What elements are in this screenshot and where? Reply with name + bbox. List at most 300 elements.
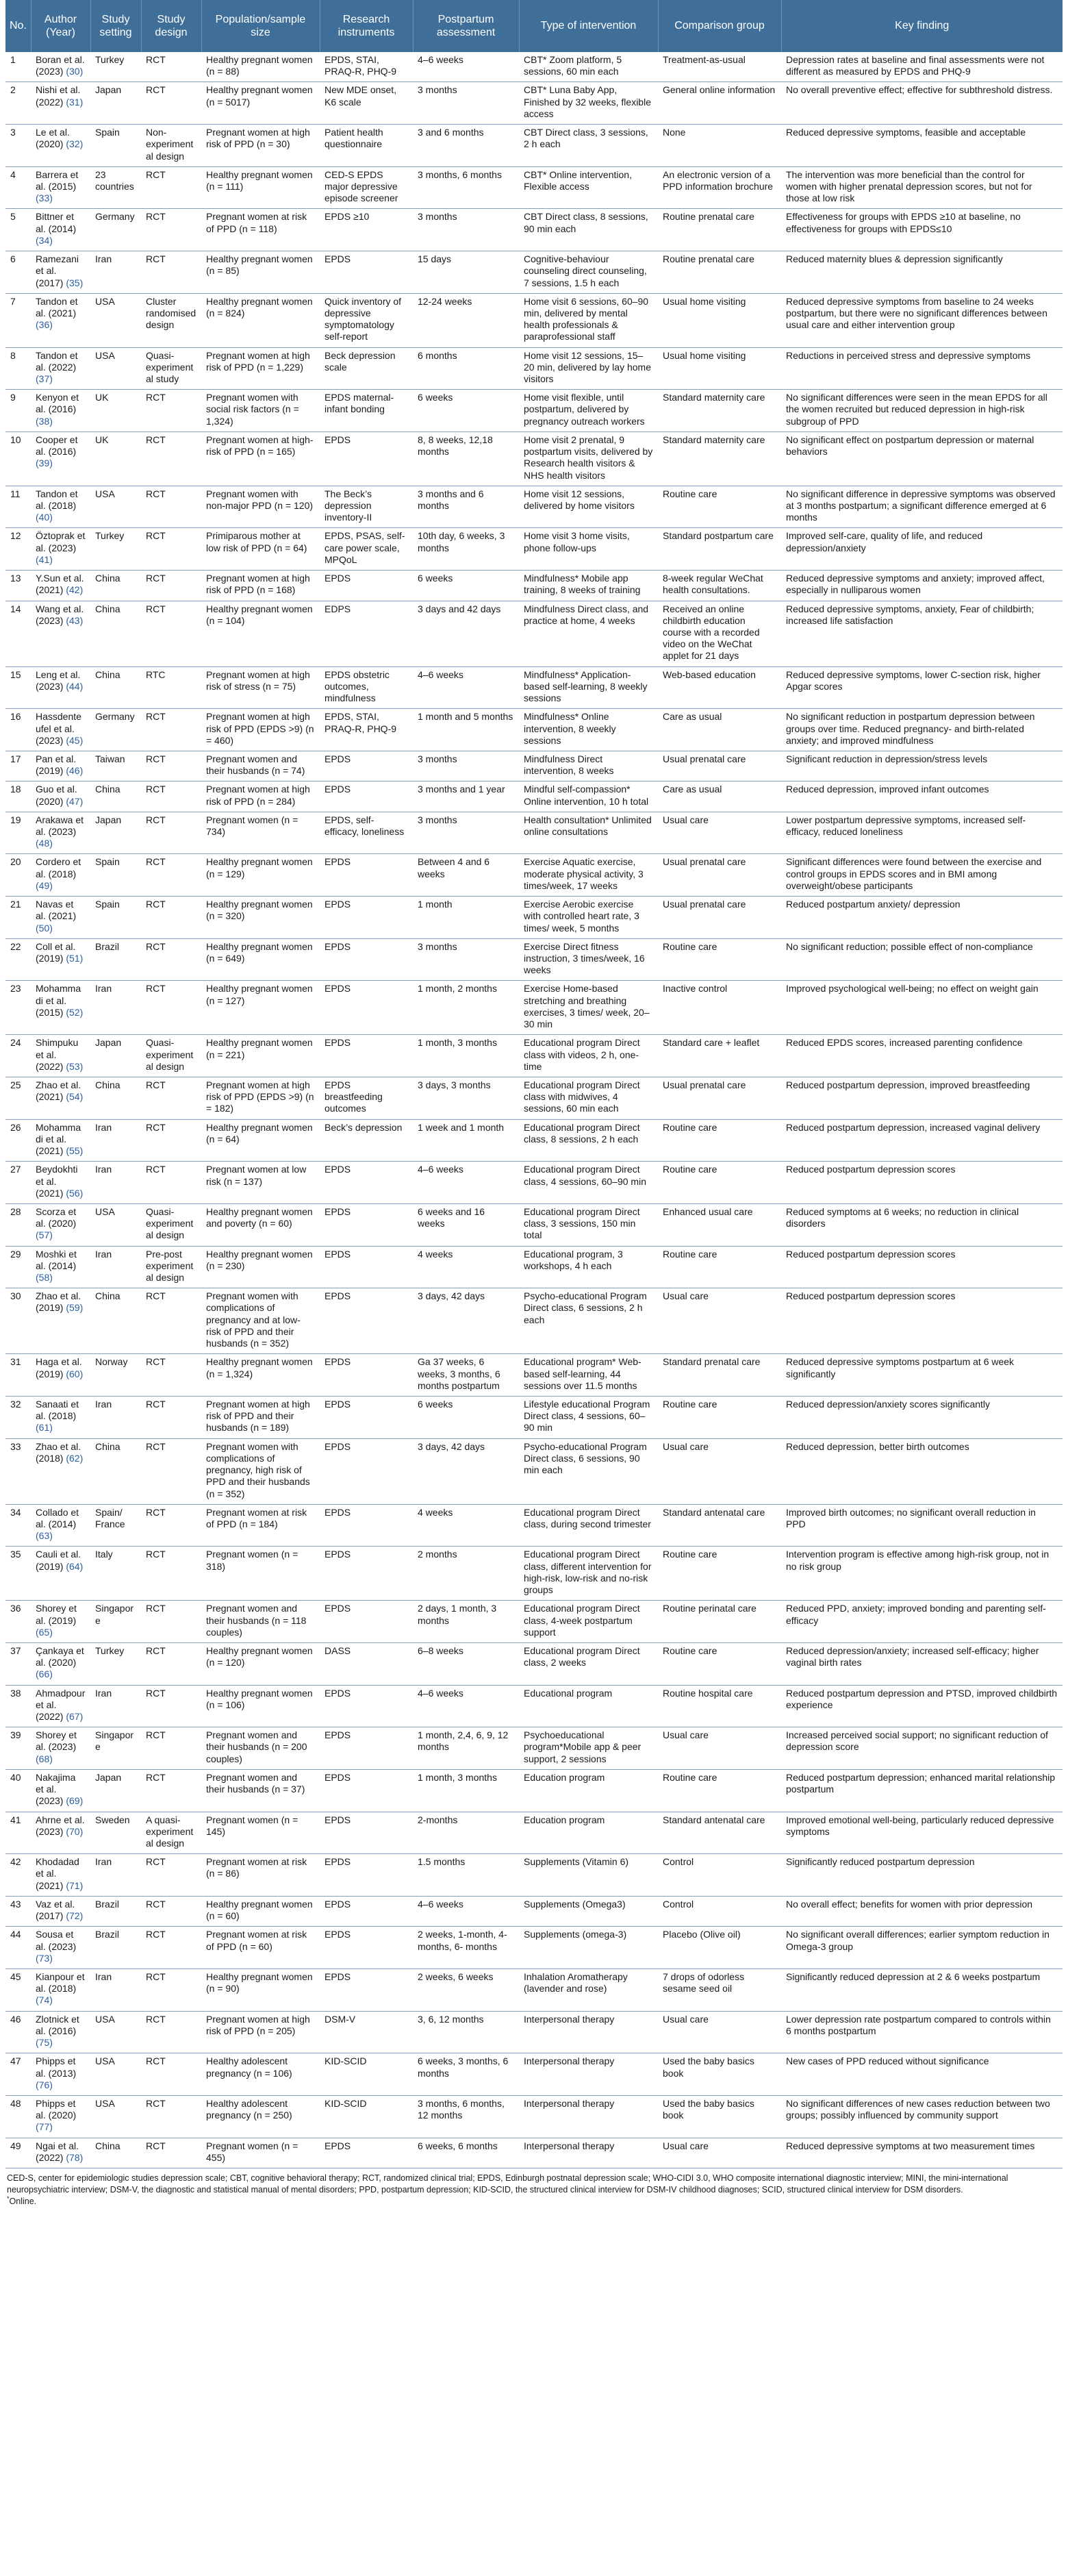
table-row	[5, 486, 1063, 528]
cell-finding: Reduced postpartum depression; enhanced marital relationship postpartum	[781, 1769, 1063, 1812]
cell-author: Phipps et al. (2013) (76)	[31, 2053, 90, 2096]
cell-finding: Reduced postpartum depression, increased vaginal delivery	[781, 1119, 1063, 1162]
cell-assessment: 3 months	[413, 812, 519, 854]
cell-author: Nakajima et al. (2023) (69)	[31, 1769, 90, 1812]
cell-finding: Reduced depression/anxiety scores significantly	[781, 1397, 1063, 1439]
cell-instruments: DSM-V	[320, 2011, 413, 2053]
cell-intervention: CBT* Online intervention, Flexible access	[519, 166, 658, 209]
cell-author: Tandon et al. (2021) (36)	[31, 293, 90, 347]
table-row	[5, 2053, 1063, 2096]
cell-design: RCT	[141, 1119, 201, 1162]
cell-population: Healthy pregnant women (n = 129)	[201, 854, 320, 897]
reference-number[interactable]: (56)	[66, 1187, 84, 1199]
cell-assessment: 4–6 weeks	[418, 54, 463, 65]
cell-intervention: CBT* Zoom platform, 5 sessions, 60 min each	[524, 54, 622, 77]
cell-population: Pregnant women (n = 318)	[201, 1547, 320, 1601]
cell-finding: Depression rates at baseline and final assessments were not different as measured by EPDS and PHQ-9	[786, 54, 1045, 77]
cell-finding: No significant differences of new cases reduction between two groups; possibly influenced by community support	[781, 2095, 1063, 2138]
cell-finding: No overall effect; benefits for women with prior depression	[781, 1896, 1063, 1926]
cell-no: 33	[5, 1438, 31, 1504]
cell-no: 23	[5, 981, 31, 1035]
cell-assessment: 3 days, 42 days	[413, 1288, 519, 1354]
cell-intervention: Inhalation Aromatherapy (lavender and rose)	[519, 1968, 658, 2011]
cell-assessment: 3 months	[413, 938, 519, 981]
cell-author: Kianpour et al. (2018) (74)	[31, 1968, 90, 2011]
cell-design: RCT	[141, 528, 201, 571]
header-instruments: Research instruments	[320, 0, 413, 52]
cell-instruments: EPDS	[320, 1438, 413, 1504]
cell-intervention: Educational program Direct class, 3 sessions, 150 min total	[519, 1203, 658, 1246]
cell-assessment: 6 weeks	[413, 390, 519, 432]
reference-number[interactable]: (63)	[36, 1530, 53, 1542]
cell-intervention: Educational program Direct class, 2 weeks	[519, 1642, 658, 1685]
cell-population: Pregnant women at risk (n = 86)	[201, 1854, 320, 1897]
table-row	[5, 125, 1063, 167]
reference-number[interactable]: (59)	[66, 1302, 84, 1314]
cell-no: 20	[5, 854, 31, 897]
table-row	[5, 1601, 1063, 1643]
cell-author: Boran et al. (2023) (30)	[36, 54, 85, 77]
cell-intervention: Psycho-educational Program Direct class, 6 sessions, 90 min each	[519, 1438, 658, 1504]
table-row	[5, 209, 1063, 251]
cell-assessment: 1 month, 3 months	[413, 1035, 519, 1077]
cell-assessment: 1 month	[413, 897, 519, 939]
reference-number[interactable]: (31)	[66, 96, 84, 108]
cell-population: Healthy pregnant women (n = 221)	[201, 1035, 320, 1077]
reference-number[interactable]: (52)	[66, 1006, 84, 1018]
cell-setting: Iran	[90, 1685, 141, 1727]
cell-instruments: EPDS, STAI, PRAQ-R, PHQ-9	[325, 54, 397, 77]
cell-intervention: Lifestyle educational Program Direct class, 4 sessions, 60–90 min	[519, 1397, 658, 1439]
cell-setting: Iran	[90, 1854, 141, 1897]
cell-finding: No significant difference in depressive symptoms was observed at 3 months postpartum; a significant difference emerged at 6 months	[781, 486, 1063, 528]
cell-setting: China	[90, 1077, 141, 1119]
reference-number[interactable]: (66)	[36, 1668, 53, 1680]
cell-comparison: Standard maternity care	[658, 390, 781, 432]
reference-number[interactable]: (41)	[36, 553, 53, 565]
header-population: Population/sample size	[201, 0, 320, 52]
cell-design: RCT	[141, 2053, 201, 2096]
cell-design: RCT	[141, 1968, 201, 2011]
cell-author: Kenyon et al. (2016) (38)	[31, 390, 90, 432]
cell-population: Pregnant women at low risk (n = 137)	[201, 1162, 320, 1204]
cell-design: RCT	[141, 751, 201, 781]
cell-assessment: 6 months	[413, 347, 519, 390]
cell-population: Healthy pregnant women (n = 60)	[201, 1896, 320, 1926]
cell-design: RCT	[141, 2138, 201, 2168]
cell-design: Quasi-experimental design	[141, 1035, 201, 1077]
cell-no: 1	[10, 54, 16, 65]
table-row	[5, 812, 1063, 854]
cell-comparison: Standard care + leaflet	[658, 1035, 781, 1077]
reference-number[interactable]: (37)	[36, 373, 53, 385]
cell-design: RCT	[141, 1854, 201, 1897]
cell-author: Guo et al. (2020) (47)	[31, 781, 90, 812]
cell-population: Healthy pregnant women (n = 85)	[201, 251, 320, 294]
cell-author: Scorza et al. (2020) (57)	[31, 1203, 90, 1246]
cell-design: RCT	[141, 812, 201, 854]
cell-no: 34	[5, 1504, 31, 1547]
cell-no: 2	[5, 82, 31, 125]
header-comparison: Comparison group	[658, 0, 781, 52]
cell-author: Cauli et al. (2019) (64)	[31, 1547, 90, 1601]
cell-assessment: 1 month, 3 months	[413, 1769, 519, 1812]
reference-number[interactable]: (58)	[36, 1272, 53, 1284]
cell-instruments: EPDS	[320, 1035, 413, 1077]
reference-number[interactable]: (46)	[66, 765, 84, 777]
table-row	[5, 2095, 1063, 2138]
reference-number[interactable]: (34)	[36, 234, 53, 246]
cell-setting: USA	[90, 2053, 141, 2096]
reference-number[interactable]: (74)	[36, 1994, 53, 2006]
cell-assessment: 2-months	[413, 1812, 519, 1854]
cell-comparison: Used the baby basics book	[658, 2053, 781, 2096]
cell-setting: Turkey	[95, 54, 125, 65]
cell-intervention: Supplements (omega-3)	[519, 1927, 658, 1969]
table-row	[5, 1547, 1063, 1601]
cell-no: 41	[5, 1812, 31, 1854]
cell-population: Pregnant women and their husbands (n = 118 couples)	[201, 1601, 320, 1643]
table-row	[5, 1642, 1063, 1685]
cell-population: Pregnant women at high risk of stress (n = 75)	[201, 666, 320, 709]
cell-intervention: Educational program Direct class, 8 sessions, 2 h each	[519, 1119, 658, 1162]
cell-author: Ahmadpour et al. (2022) (67)	[31, 1685, 90, 1727]
reference-number[interactable]: (67)	[66, 1711, 84, 1723]
cell-assessment: 3 months	[413, 82, 519, 125]
cell-author: Sanaati et al. (2018) (61)	[31, 1397, 90, 1439]
cell-design: RCT	[141, 1547, 201, 1601]
reference-number[interactable]: (35)	[66, 277, 84, 288]
reference-number[interactable]: (40)	[36, 512, 53, 523]
cell-author: Collado et al. (2014) (63)	[31, 1504, 90, 1547]
cell-assessment: 3 months, 6 months	[413, 166, 519, 209]
cell-population: Healthy pregnant women (n = 88)	[206, 54, 313, 77]
table-footnotes	[5, 2168, 1063, 2208]
reference-number[interactable]: (60)	[66, 1368, 84, 1379]
reference-number[interactable]: (51)	[66, 953, 84, 964]
cell-finding: Reduced depressive symptoms at two measurement times	[781, 2138, 1063, 2168]
cell-assessment: 1 week and 1 month	[413, 1119, 519, 1162]
cell-setting: USA	[90, 2011, 141, 2053]
cell-population: Pregnant women (n = 145)	[201, 1812, 320, 1854]
header-author: Author (Year)	[31, 0, 90, 52]
cell-finding: The intervention was more beneficial than the control for women with higher prenatal depression scores, but not for those at low risk	[781, 166, 1063, 209]
cell-author: Beydokhti et al. (2021) (56)	[31, 1162, 90, 1204]
reference-number[interactable]: (64)	[66, 1560, 84, 1572]
cell-finding: Increased perceived social support; no significant reduction of depression score	[781, 1727, 1063, 1770]
cell-finding: Reduced depressive symptoms postpartum at 6 week significantly	[781, 1354, 1063, 1397]
cell-population: Pregnant women at risk of PPD (n = 60)	[201, 1927, 320, 1969]
table-row	[5, 1896, 1063, 1926]
header-no: No.	[5, 0, 31, 52]
cell-instruments: KID-SCID	[320, 2053, 413, 2096]
table-row	[5, 1685, 1063, 1727]
reference-number[interactable]: (39)	[36, 458, 53, 469]
cell-intervention: Interpersonal therapy	[519, 2053, 658, 2096]
cell-instruments: EPDS	[320, 751, 413, 781]
cell-assessment: 3 days, 3 months	[413, 1077, 519, 1119]
cell-intervention: Interpersonal therapy	[519, 2138, 658, 2168]
reference-number[interactable]: (43)	[66, 614, 84, 626]
reference-number[interactable]: (48)	[36, 838, 53, 849]
cell-setting: Japan	[90, 1769, 141, 1812]
cell-no: 15	[5, 666, 31, 709]
document	[5, 0, 1063, 2208]
reference-number[interactable]: (73)	[36, 1952, 53, 1964]
reference-number[interactable]: (72)	[66, 1910, 84, 1922]
cell-author: Zlotnick et al. (2016) (75)	[31, 2011, 90, 2053]
cell-setting: Spain	[90, 125, 141, 167]
cell-setting: Iran	[90, 1119, 141, 1162]
cell-population: Healthy pregnant women (n = 104)	[201, 601, 320, 666]
header-assessment: Postpartum assessment	[413, 0, 519, 52]
table-row	[5, 1077, 1063, 1119]
cell-population: Pregnant women (n = 734)	[201, 812, 320, 854]
cell-author: Khodadad et al. (2021) (71)	[31, 1854, 90, 1897]
cell-no: 29	[5, 1246, 31, 1288]
cell-population: Pregnant women (n = 455)	[201, 2138, 320, 2168]
cell-design: Cluster randomised design	[141, 293, 201, 347]
cell-design: RCT	[146, 54, 166, 65]
cell-author: Zhao et al. (2021) (54)	[31, 1077, 90, 1119]
reference-number[interactable]: (42)	[66, 584, 84, 596]
reference-number[interactable]: (50)	[36, 922, 53, 934]
cell-finding: Reduced depression, better birth outcomes	[781, 1438, 1063, 1504]
cell-intervention: Home visit 2 prenatal, 9 postpartum visits, delivered by Research health visitors & NHS health visitors	[519, 432, 658, 486]
cell-population: Pregnant women at risk of PPD (n = 118)	[201, 209, 320, 251]
cell-assessment: 4 weeks	[413, 1246, 519, 1288]
cell-setting: Iran	[90, 1162, 141, 1204]
reference-number[interactable]: (77)	[36, 2121, 53, 2133]
cell-assessment: 3 months and 1 year	[413, 781, 519, 812]
cell-finding: Reduced symptoms at 6 weeks; no reduction in clinical disorders	[781, 1203, 1063, 1246]
table-row	[5, 390, 1063, 432]
cell-comparison: Used the baby basics book	[658, 2095, 781, 2138]
cell-comparison: Inactive control	[658, 981, 781, 1035]
cell-intervention: Health consultation* Unlimited online consultations	[519, 812, 658, 854]
cell-intervention: Exercise Aquatic exercise, moderate physical activity, 3 times/week, 17 weeks	[519, 854, 658, 897]
cell-finding: Reduced PPD, anxiety; improved bonding and parenting self-efficacy	[781, 1601, 1063, 1643]
reference-number[interactable]: (44)	[66, 680, 84, 692]
cell-comparison: Received an online childbirth education course with a recorded video on the WeChat applet for 21 days	[658, 601, 781, 666]
cell-author: Mohammadi et al. (2015) (52)	[31, 981, 90, 1035]
cell-author: Barrera et al. (2015) (33)	[31, 166, 90, 209]
cell-intervention: Exercise Home-based stretching and breathing exercises, 3 times/ week, 20–30 min	[519, 981, 658, 1035]
cell-population: Pregnant women with complications of pregnancy, high risk of PPD and their husbands (n = 352)	[201, 1438, 320, 1504]
reference-number[interactable]: (38)	[36, 415, 53, 427]
cell-finding: Reduced EPDS scores, increased parenting confidence	[781, 1035, 1063, 1077]
cell-instruments: EPDS	[320, 1504, 413, 1547]
cell-intervention: Mindfulness* Online intervention, 8 weekly sessions	[519, 709, 658, 751]
cell-design: RCT	[141, 166, 201, 209]
cell-instruments: EPDS	[320, 1162, 413, 1204]
cell-intervention: Interpersonal therapy	[519, 2095, 658, 2138]
table-row	[5, 52, 1063, 82]
cell-no: 12	[5, 528, 31, 571]
cell-comparison: Control	[658, 1896, 781, 1926]
cell-design: RCT	[141, 82, 201, 125]
cell-design: RCT	[141, 571, 201, 601]
cell-comparison: Usual care	[658, 812, 781, 854]
cell-instruments: EPDS	[320, 2138, 413, 2168]
cell-no: 47	[5, 2053, 31, 2096]
cell-comparison: Standard prenatal care	[658, 1354, 781, 1397]
reference-number[interactable]: (53)	[66, 1060, 84, 1072]
reference-number[interactable]: (65)	[36, 1626, 53, 1638]
cell-design: RCT	[141, 486, 201, 528]
reference-number[interactable]: (75)	[36, 2037, 53, 2049]
footnote-online-text: Online.	[9, 2196, 37, 2206]
cell-finding: Reduced postpartum depression, improved breastfeeding	[781, 1077, 1063, 1119]
cell-finding: Significantly reduced depression at 2 & 6 weeks postpartum	[781, 1968, 1063, 2011]
cell-setting: Spain/ France	[90, 1504, 141, 1547]
cell-population: Pregnant women at high risk of PPD and their husbands (n = 189)	[201, 1397, 320, 1439]
cell-comparison: None	[658, 125, 781, 167]
cell-author: Ngai et al. (2022) (78)	[31, 2138, 90, 2168]
cell-setting: 23 countries	[90, 166, 141, 209]
reference-number[interactable]: (70)	[66, 1825, 84, 1837]
cell-comparison: An electronic version of a PPD information brochure	[658, 166, 781, 209]
cell-comparison: Usual care	[658, 1288, 781, 1354]
table-row	[5, 1854, 1063, 1897]
cell-comparison: Routine prenatal care	[658, 251, 781, 294]
cell-population: Healthy pregnant women (n = 1,324)	[201, 1354, 320, 1397]
cell-setting: Singapore	[90, 1727, 141, 1770]
cell-comparison: Routine prenatal care	[658, 209, 781, 251]
cell-population: Healthy pregnant women (n = 64)	[201, 1119, 320, 1162]
cell-finding: Reduced depressive symptoms, feasible and acceptable	[781, 125, 1063, 167]
cell-intervention: Education program	[519, 1769, 658, 1812]
cell-setting: USA	[90, 2095, 141, 2138]
cell-author: Öztoprak et al. (2023) (41)	[31, 528, 90, 571]
cell-intervention: Interpersonal therapy	[519, 2011, 658, 2053]
cell-intervention: Supplements (Omega3)	[519, 1896, 658, 1926]
reference-number[interactable]: (54)	[66, 1091, 84, 1103]
reference-number[interactable]: (30)	[66, 66, 84, 77]
cell-instruments: EPDS	[320, 1246, 413, 1288]
cell-no: 16	[5, 709, 31, 751]
cell-setting: UK	[90, 432, 141, 486]
cell-population: Pregnant women at risk of PPD (n = 184)	[201, 1504, 320, 1547]
cell-no: 40	[5, 1769, 31, 1812]
cell-assessment: 3 days, 42 days	[413, 1438, 519, 1504]
cell-finding: Improved self-care, quality of life, and reduced depression/anxiety	[781, 528, 1063, 571]
cell-instruments: EPDS	[320, 1354, 413, 1397]
cell-no: 35	[5, 1547, 31, 1601]
cell-author: Bittner et al. (2014) (34)	[31, 209, 90, 251]
table-row	[5, 166, 1063, 209]
cell-no: 21	[5, 897, 31, 939]
cell-setting: China	[90, 571, 141, 601]
cell-intervention: Exercise Direct fitness instruction, 3 times/week, 16 weeks	[519, 938, 658, 981]
reference-number[interactable]: (55)	[66, 1145, 84, 1157]
cell-setting: Germany	[90, 709, 141, 751]
cell-comparison: General online information	[658, 82, 781, 125]
cell-setting: China	[90, 1438, 141, 1504]
cell-setting: Turkey	[90, 1642, 141, 1685]
cell-comparison: Usual care	[658, 2011, 781, 2053]
table-row	[5, 1162, 1063, 1204]
reference-number[interactable]: (69)	[66, 1795, 84, 1807]
cell-no: 8	[5, 347, 31, 390]
cell-population: Pregnant women and their husbands (n = 200 couples)	[201, 1727, 320, 1770]
table-row	[5, 854, 1063, 897]
cell-author: Phipps et al. (2020) (77)	[31, 2095, 90, 2138]
cell-design: RCT	[141, 854, 201, 897]
reference-number[interactable]: (61)	[36, 1422, 53, 1434]
cell-design: RCT	[141, 897, 201, 939]
table-row	[5, 1119, 1063, 1162]
cell-instruments: EPDS	[320, 1812, 413, 1854]
cell-finding: Reduced postpartum anxiety/ depression	[781, 897, 1063, 939]
cell-instruments: The Beck’s depression inventory-II	[320, 486, 413, 528]
reference-number[interactable]: (78)	[66, 2151, 84, 2163]
cell-finding: No significant reduction; possible effect of non-compliance	[781, 938, 1063, 981]
cell-finding: Reduced depression, improved infant outcomes	[781, 781, 1063, 812]
cell-design: RCT	[141, 2011, 201, 2053]
cell-intervention: Educational program	[519, 1685, 658, 1727]
cell-no: 37	[5, 1642, 31, 1685]
cell-instruments: Patient health questionnaire	[320, 125, 413, 167]
cell-comparison: Routine perinatal care	[658, 1601, 781, 1643]
reference-number[interactable]: (32)	[66, 138, 84, 150]
cell-no: 44	[5, 1927, 31, 1969]
reference-number[interactable]: (49)	[36, 879, 53, 891]
table-row	[5, 1812, 1063, 1854]
cell-author: Hassdenteufel et al. (2023) (45)	[31, 709, 90, 751]
cell-assessment: 3 months and 6 months	[413, 486, 519, 528]
cell-no: 43	[5, 1896, 31, 1926]
cell-no: 6	[5, 251, 31, 294]
reference-number[interactable]: (47)	[66, 795, 84, 807]
cell-assessment: 8, 8 weeks, 12,18 months	[413, 432, 519, 486]
cell-assessment: 6 weeks	[413, 1397, 519, 1439]
cell-setting: Germany	[90, 209, 141, 251]
cell-comparison: Treatment-as-usual	[663, 54, 746, 65]
reference-number[interactable]: (71)	[66, 1879, 84, 1891]
cell-instruments: EPDS	[320, 781, 413, 812]
cell-no: 19	[5, 812, 31, 854]
table-row	[5, 432, 1063, 486]
studies-table	[5, 0, 1063, 2168]
cell-setting: Japan	[90, 82, 141, 125]
reference-number[interactable]: (76)	[36, 2079, 53, 2090]
cell-author: Ramezani et al. (2017) (35)	[31, 251, 90, 294]
cell-intervention: Educational program Direct class, 4-week postpartum support	[519, 1601, 658, 1643]
reference-number[interactable]: (62)	[66, 1452, 84, 1464]
reference-number[interactable]: (57)	[36, 1229, 53, 1241]
cell-finding: No significant effect on postpartum depression or maternal behaviors	[781, 432, 1063, 486]
cell-assessment: 2 weeks, 6 weeks	[413, 1968, 519, 2011]
cell-setting: Japan	[90, 812, 141, 854]
cell-intervention: Mindfulness Direct class, and practice at home, 4 weeks	[519, 601, 658, 666]
table-row	[5, 1968, 1063, 2011]
cell-setting: Italy	[90, 1547, 141, 1601]
reference-number[interactable]: (45)	[66, 734, 84, 746]
cell-population: Pregnant women with social risk factors (n = 1,324)	[201, 390, 320, 432]
cell-design: A quasi-experimental design	[141, 1812, 201, 1854]
cell-no: 7	[5, 293, 31, 347]
reference-number[interactable]: (68)	[36, 1753, 53, 1764]
table-row	[5, 781, 1063, 812]
cell-intervention: CBT Direct class, 8 sessions, 90 min each	[519, 209, 658, 251]
cell-design: RCT	[141, 1162, 201, 1204]
cell-setting: Iran	[90, 1397, 141, 1439]
reference-number[interactable]: (33)	[36, 192, 53, 204]
cell-design: Quasi-experimental study	[141, 347, 201, 390]
cell-population: Healthy pregnant women (n = 127)	[201, 981, 320, 1035]
reference-number[interactable]: (36)	[36, 319, 53, 331]
